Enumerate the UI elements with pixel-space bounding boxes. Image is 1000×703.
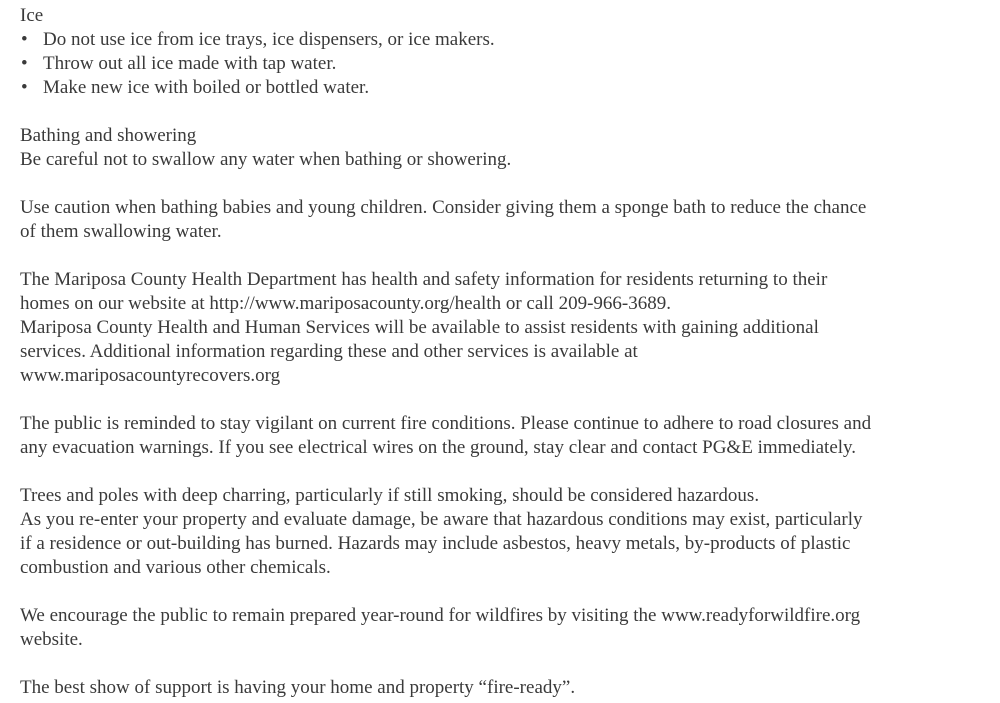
paragraph-line: Use caution when bathing babies and young children. Consider giving them a sponge bath to reduce the chance	[20, 197, 867, 218]
bullet-icon: •	[21, 29, 28, 50]
paragraph-line: www.mariposacountyrecovers.org	[20, 365, 281, 386]
bullet-item	[20, 28, 980, 52]
bathing-heading: Bathing and showering	[20, 125, 197, 146]
bullet-text: Throw out all ice made with tap water.	[43, 53, 337, 74]
ice-bullet-list	[20, 28, 980, 100]
bullet-item	[20, 52, 980, 76]
paragraph-line: Mariposa County Health and Human Services will be available to assist residents with gaining additional	[20, 317, 819, 338]
document-page	[20, 4, 980, 700]
bullet-text: Make new ice with boiled or bottled water.	[43, 77, 370, 98]
ice-heading: Ice	[20, 5, 44, 26]
health-department-paragraph	[20, 268, 980, 388]
paragraph-line: combustion and various other chemicals.	[20, 557, 331, 578]
paragraph-line: services. Additional information regarding these and other services is available at	[20, 341, 638, 362]
ice-section	[20, 4, 980, 100]
closing-paragraph	[20, 676, 980, 700]
paragraph-line: Trees and poles with deep charring, particularly if still smoking, should be considered hazardous.	[20, 485, 760, 506]
bullet-item	[20, 76, 980, 100]
bathing-section	[20, 124, 980, 172]
vigilance-paragraph	[20, 412, 980, 460]
bathing-text: Be careful not to swallow any water when bathing or showering.	[20, 149, 512, 170]
paragraph-line: The Mariposa County Health Department has health and safety information for residents returning to their	[20, 269, 828, 290]
paragraph-line: any evacuation warnings. If you see electrical wires on the ground, stay clear and contact PG&E immediately.	[20, 437, 857, 458]
paragraph-line: of them swallowing water.	[20, 221, 222, 242]
hazards-paragraph	[20, 484, 980, 580]
bullet-icon: •	[21, 77, 28, 98]
paragraph-line: As you re-enter your property and evaluate damage, be aware that hazardous conditions may exist, particularly	[20, 509, 863, 530]
preparedness-paragraph	[20, 604, 980, 652]
paragraph-line: if a residence or out-building has burned. Hazards may include asbestos, heavy metals, by-products of plastic	[20, 533, 851, 554]
paragraph-line: homes on our website at http://www.mariposacounty.org/health or call 209-966-3689.	[20, 293, 671, 314]
paragraph-line: website.	[20, 629, 83, 650]
bullet-icon: •	[21, 53, 28, 74]
children-paragraph	[20, 196, 980, 244]
closing-text: The best show of support is having your home and property “fire-ready”.	[20, 677, 576, 698]
paragraph-line: The public is reminded to stay vigilant on current fire conditions. Please continue to adhere to road closures and	[20, 413, 872, 434]
paragraph-line: We encourage the public to remain prepared year-round for wildfires by visiting the www.readyforwildfire.org	[20, 605, 861, 626]
bullet-text: Do not use ice from ice trays, ice dispensers, or ice makers.	[43, 29, 495, 50]
